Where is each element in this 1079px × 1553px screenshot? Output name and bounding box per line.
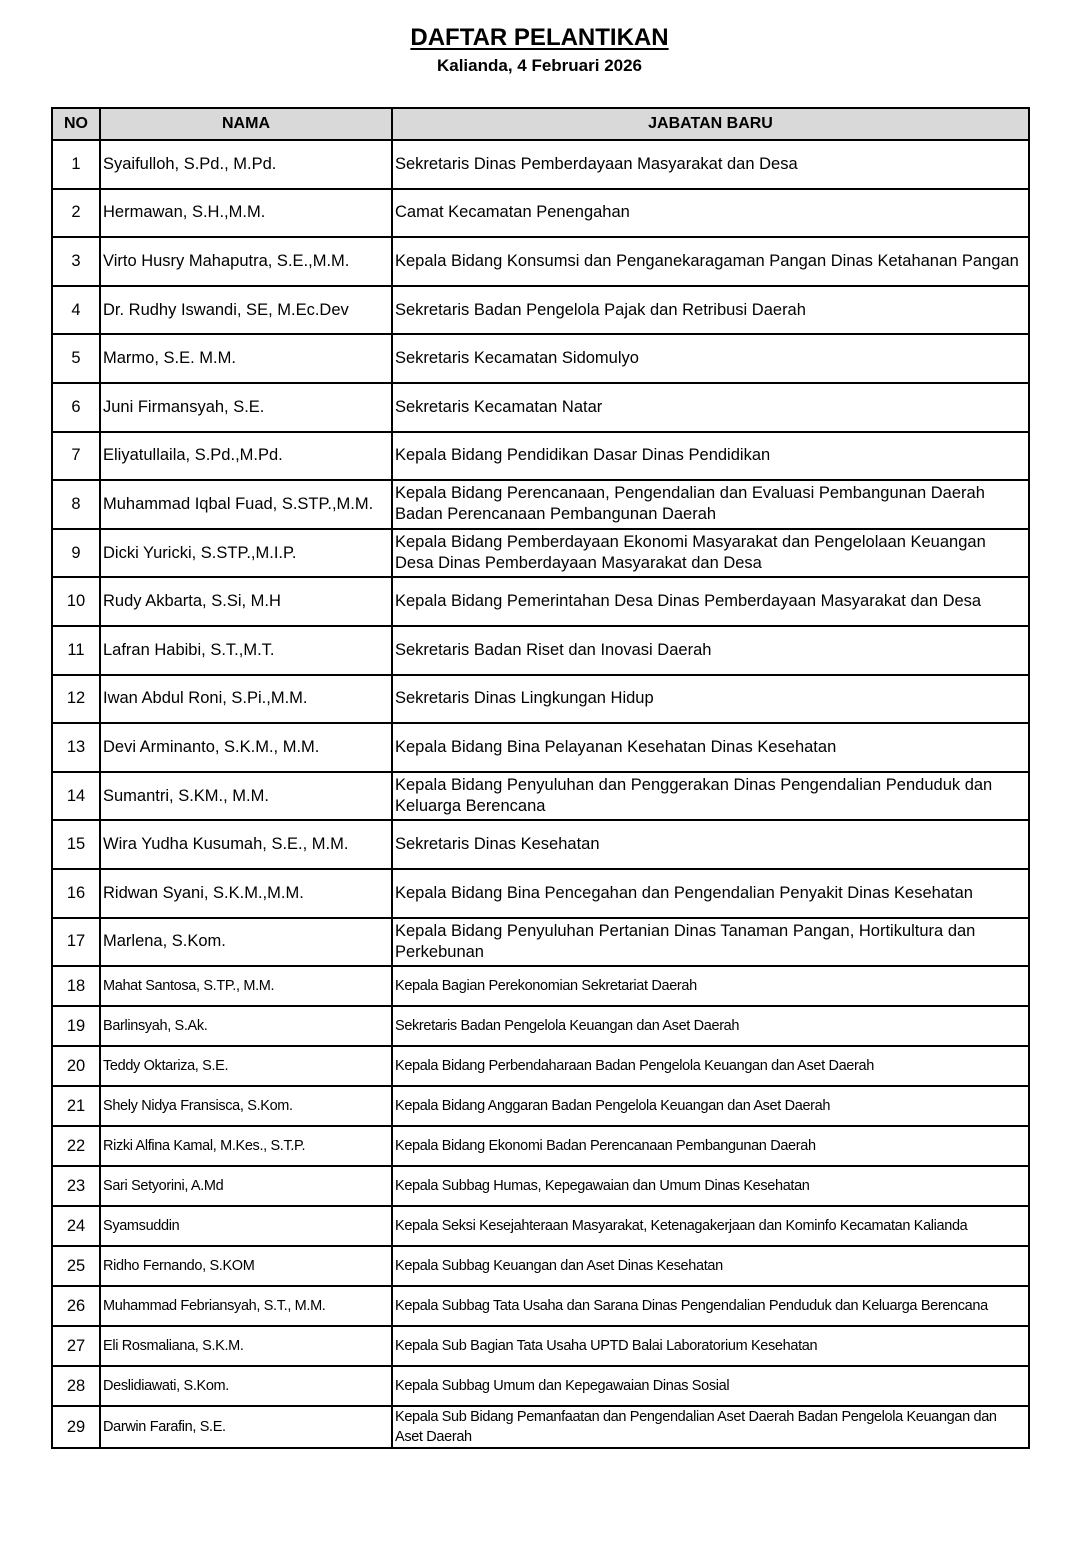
row-number: 8 [52,480,100,529]
row-name: Virto Husry Mahaputra, S.E.,M.M. [100,237,392,286]
row-position: Sekretaris Kecamatan Sidomulyo [392,334,1029,383]
row-number: 6 [52,383,100,432]
row-name: Marlena, S.Kom. [100,918,392,967]
table-row [52,966,1029,1006]
row-name: Marmo, S.E. M.M. [100,334,392,383]
document-title-text: DAFTAR PELANTIKAN [410,24,669,51]
row-number: 12 [52,675,100,724]
row-number: 11 [52,626,100,675]
row-name: Wira Yudha Kusumah, S.E., M.M. [100,820,392,869]
row-position: Kepala Subbag Humas, Kepegawaian dan Umum Dinas Kesehatan [392,1166,1029,1206]
table-row [52,577,1029,626]
row-number: 1 [52,140,100,189]
row-position: Sekretaris Badan Riset dan Inovasi Daerah [392,626,1029,675]
row-name: Sumantri, S.KM., M.M. [100,772,392,821]
row-number: 16 [52,869,100,918]
row-number: 15 [52,820,100,869]
row-name: Ridho Fernando, S.KOM [100,1246,392,1286]
row-name: Juni Firmansyah, S.E. [100,383,392,432]
row-number: 5 [52,334,100,383]
row-name: Dicki Yuricki, S.STP.,M.I.P. [100,529,392,578]
row-name: Eli Rosmaliana, S.K.M. [100,1326,392,1366]
row-number: 3 [52,237,100,286]
table-row [52,918,1029,967]
row-position: Kepala Bidang Pendidikan Dasar Dinas Pendidikan [392,432,1029,481]
row-number: 22 [52,1126,100,1166]
row-position: Kepala Bidang Perencanaan, Pengendalian dan Evaluasi Pembangunan Daerah Badan Perencanaan Pembangunan Daerah [392,480,1029,529]
row-position: Sekretaris Badan Pengelola Keuangan dan Aset Daerah [392,1006,1029,1046]
table-row [52,334,1029,383]
table-row [52,140,1029,189]
column-header-jabatan: JABATAN BARU [392,108,1029,140]
table-row [52,723,1029,772]
row-position: Sekretaris Badan Pengelola Pajak dan Retribusi Daerah [392,286,1029,335]
row-position: Kepala Bidang Penyuluhan Pertanian Dinas Tanaman Pangan, Hortikultura dan Perkebunan [392,918,1029,967]
row-name: Syaifulloh, S.Pd., M.Pd. [100,140,392,189]
row-number: 20 [52,1046,100,1086]
table-row [52,1086,1029,1126]
row-position: Sekretaris Kecamatan Natar [392,383,1029,432]
row-number: 4 [52,286,100,335]
row-name: Devi Arminanto, S.K.M., M.M. [100,723,392,772]
table-row [52,432,1029,481]
document-title [0,24,1079,52]
row-number: 17 [52,918,100,967]
row-position: Kepala Bidang Bina Pencegahan dan Pengendalian Penyakit Dinas Kesehatan [392,869,1029,918]
table-row [52,1246,1029,1286]
row-name: Rudy Akbarta, S.Si, M.H [100,577,392,626]
row-name: Mahat Santosa, S.TP., M.M. [100,966,392,1006]
row-number: 18 [52,966,100,1006]
row-position: Kepala Bagian Perekonomian Sekretariat Daerah [392,966,1029,1006]
table-row [52,1006,1029,1046]
row-position: Kepala Seksi Kesejahteraan Masyarakat, Ketenagakerjaan dan Kominfo Kecamatan Kalianda [392,1206,1029,1246]
table-row [52,869,1029,918]
row-name: Shely Nidya Fransisca, S.Kom. [100,1086,392,1126]
row-number: 26 [52,1286,100,1326]
row-number: 25 [52,1246,100,1286]
row-name: Teddy Oktariza, S.E. [100,1046,392,1086]
table-row [52,820,1029,869]
row-number: 23 [52,1166,100,1206]
row-name: Lafran Habibi, S.T.,M.T. [100,626,392,675]
table-body [52,140,1029,1448]
table-row [52,1326,1029,1366]
table-row [52,286,1029,335]
row-name: Hermawan, S.H.,M.M. [100,189,392,238]
column-header-no: NO [52,108,100,140]
row-position: Kepala Bidang Bina Pelayanan Kesehatan Dinas Kesehatan [392,723,1029,772]
row-position: Kepala Subbag Keuangan dan Aset Dinas Kesehatan [392,1246,1029,1286]
row-number: 24 [52,1206,100,1246]
table-row [52,383,1029,432]
row-number: 9 [52,529,100,578]
row-name: Darwin Farafin, S.E. [100,1406,392,1448]
row-number: 2 [52,189,100,238]
row-number: 7 [52,432,100,481]
row-position: Sekretaris Dinas Pemberdayaan Masyarakat dan Desa [392,140,1029,189]
table-row [52,237,1029,286]
table-row [52,1366,1029,1406]
row-number: 29 [52,1406,100,1448]
row-name: Rizki Alfina Kamal, M.Kes., S.T.P. [100,1126,392,1166]
row-position: Kepala Bidang Penyuluhan dan Penggerakan Dinas Pengendalian Penduduk dan Keluarga Berencana [392,772,1029,821]
row-name: Eliyatullaila, S.Pd.,M.Pd. [100,432,392,481]
row-position: Kepala Sub Bagian Tata Usaha UPTD Balai Laboratorium Kesehatan [392,1326,1029,1366]
row-name: Ridwan Syani, S.K.M.,M.M. [100,869,392,918]
row-position: Kepala Bidang Perbendaharaan Badan Pengelola Keuangan dan Aset Daerah [392,1046,1029,1086]
row-number: 10 [52,577,100,626]
row-name: Muhammad Febriansyah, S.T., M.M. [100,1286,392,1326]
table-row [52,675,1029,724]
table-row [52,1126,1029,1166]
row-name: Deslidiawati, S.Kom. [100,1366,392,1406]
row-position: Kepala Subbag Umum dan Kepegawaian Dinas Sosial [392,1366,1029,1406]
row-name: Barlinsyah, S.Ak. [100,1006,392,1046]
row-number: 13 [52,723,100,772]
appointment-table [51,107,1030,1449]
row-number: 14 [52,772,100,821]
row-name: Dr. Rudhy Iswandi, SE, M.Ec.Dev [100,286,392,335]
table-header-row [52,108,1029,140]
document-subtitle: Kalianda, 4 Februari 2026 [436,56,643,75]
row-name: Syamsuddin [100,1206,392,1246]
table-row [52,626,1029,675]
table-row [52,772,1029,821]
table-row [52,1286,1029,1326]
row-position: Kepala Sub Bidang Pemanfaatan dan Pengendalian Aset Daerah Badan Pengelola Keuangan dan Aset Daerah [392,1406,1029,1448]
row-position: Kepala Bidang Anggaran Badan Pengelola Keuangan dan Aset Daerah [392,1086,1029,1126]
row-position: Sekretaris Dinas Lingkungan Hidup [392,675,1029,724]
row-name: Iwan Abdul Roni, S.Pi.,M.M. [100,675,392,724]
row-position: Sekretaris Dinas Kesehatan [392,820,1029,869]
table-row [52,1046,1029,1086]
table-row [52,1166,1029,1206]
table-row [52,189,1029,238]
row-position: Kepala Bidang Konsumsi dan Penganekaragaman Pangan Dinas Ketahanan Pangan [392,237,1029,286]
row-name: Muhammad Iqbal Fuad, S.STP.,M.M. [100,480,392,529]
row-position: Kepala Bidang Pemerintahan Desa Dinas Pemberdayaan Masyarakat dan Desa [392,577,1029,626]
row-name: Sari Setyorini, A.Md [100,1166,392,1206]
row-position: Kepala Subbag Tata Usaha dan Sarana Dinas Pengendalian Penduduk dan Keluarga Berencana [392,1286,1029,1326]
table-row [52,1406,1029,1448]
row-number: 19 [52,1006,100,1046]
row-position: Kepala Bidang Pemberdayaan Ekonomi Masyarakat dan Pengelolaan Keuangan Desa Dinas Pemberdayaan Masyarakat dan Desa [392,529,1029,578]
row-number: 27 [52,1326,100,1366]
row-number: 28 [52,1366,100,1406]
table-row [52,529,1029,578]
table-row [52,480,1029,529]
row-position: Kepala Bidang Ekonomi Badan Perencanaan Pembangunan Daerah [392,1126,1029,1166]
table-row [52,1206,1029,1246]
column-header-nama: NAMA [100,108,392,140]
row-number: 21 [52,1086,100,1126]
row-position: Camat Kecamatan Penengahan [392,189,1029,238]
